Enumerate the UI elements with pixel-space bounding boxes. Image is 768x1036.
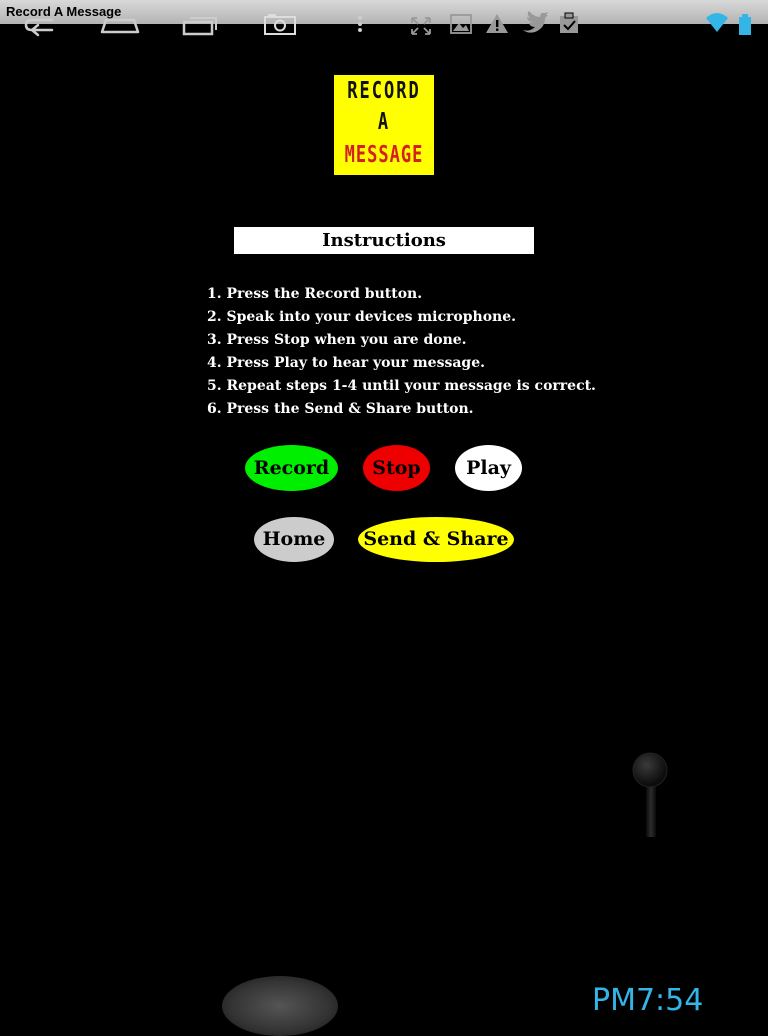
gallery-icon (448, 0, 474, 48)
back-icon[interactable] (20, 0, 60, 48)
clock-time: PM7:54 (592, 983, 704, 1018)
recent-apps-icon[interactable] (180, 0, 224, 48)
stop-button[interactable]: Stop (363, 445, 430, 491)
instruction-step: 4. Press Play to hear your message. (207, 355, 485, 371)
app-logo (334, 75, 434, 175)
microphone-icon (632, 752, 672, 842)
instructions-header: Instructions (234, 227, 534, 254)
play-button[interactable]: Play (455, 445, 522, 491)
home-button[interactable]: Home (254, 517, 334, 562)
instruction-step: 1. Press the Record button. (207, 286, 423, 302)
instruction-step: 5. Repeat steps 1-4 until your message is correct. (207, 378, 596, 394)
logo-line-3: MESSAGE (344, 141, 424, 169)
warning-icon (484, 0, 510, 48)
logo-line-2: A (377, 108, 391, 136)
menu-icon[interactable] (352, 0, 368, 48)
camera-button-highlight (222, 976, 338, 1036)
twitter-bird-icon (520, 0, 548, 48)
battery-icon (736, 0, 754, 48)
record-button[interactable]: Record (245, 445, 338, 491)
instruction-step: 3. Press Stop when you are done. (207, 332, 467, 348)
send-share-button[interactable]: Send & Share (358, 517, 514, 562)
home-nav-icon[interactable] (98, 0, 142, 48)
instruction-step: 2. Speak into your devices microphone. (207, 309, 516, 325)
instructions-list (207, 284, 596, 422)
wifi-icon (704, 0, 730, 48)
logo-line-1: RECORD (347, 77, 421, 105)
clipboard-check-icon (556, 0, 582, 48)
instruction-step: 6. Press the Send & Share button. (207, 401, 474, 417)
window-title: Record A Message (6, 4, 122, 19)
camera-icon[interactable] (262, 0, 298, 48)
fullscreen-icon (408, 0, 434, 48)
